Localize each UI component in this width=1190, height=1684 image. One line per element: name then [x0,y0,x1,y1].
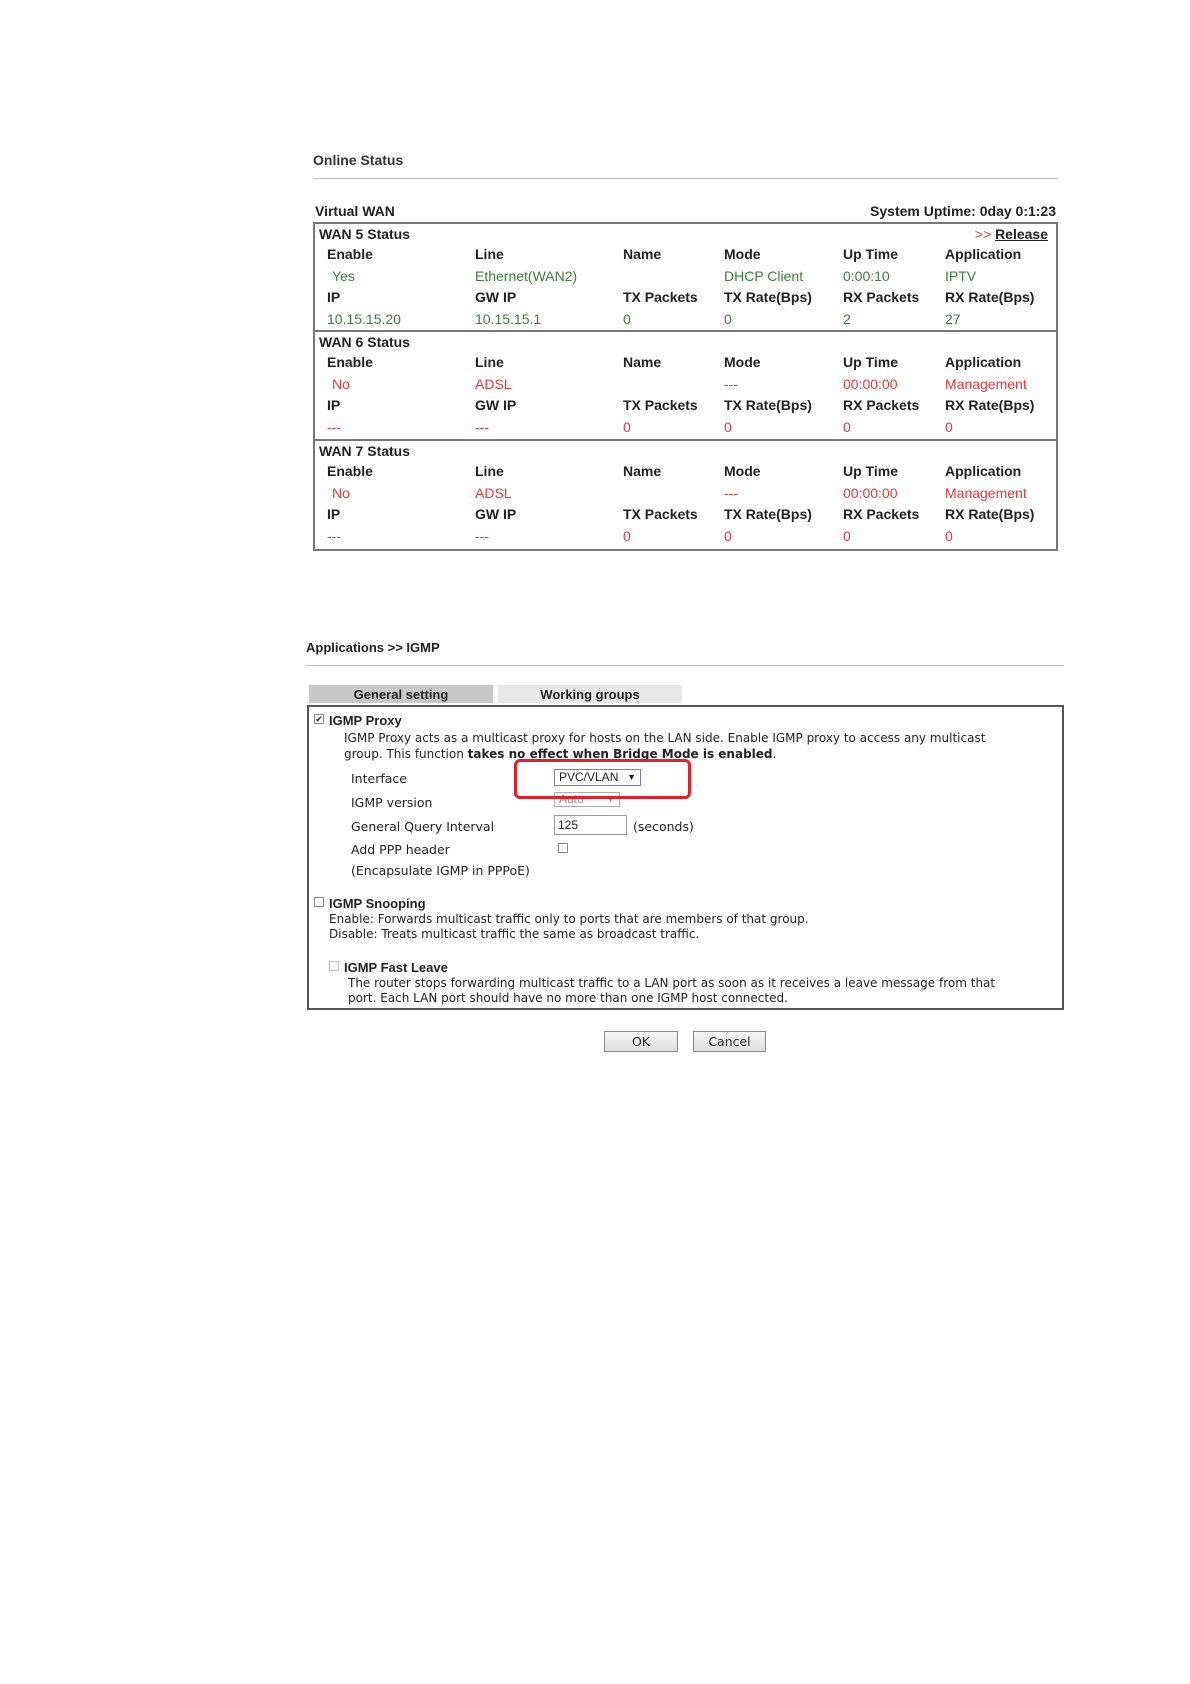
header-rx-packets: RX Packets [843,397,920,413]
header-gw-ip: GW IP [475,506,517,522]
wan-7-status-box [313,441,1058,551]
igmp-proxy-title: IGMP Proxy [329,713,402,728]
header-name: Name [623,246,662,262]
wan-7-enable: No [332,484,350,501]
query-interval-label: General Query Interval [351,819,495,834]
igmp-fast-leave-title: IGMP Fast Leave [344,960,448,975]
release-link-group [975,226,1048,242]
wan-7-tx-rate: 0 [724,527,732,544]
header-rx-rate: RX Rate(Bps) [945,289,1035,305]
wan-7-up-time: 00:00:00 [843,484,898,501]
add-ppp-header-label: Add PPP header [351,842,450,857]
header-mode: Mode [724,463,761,479]
header-up-time: Up Time [843,246,898,262]
header-tx-rate: TX Rate(Bps) [724,506,812,522]
online-status-divider [313,178,1058,179]
header-tx-rate: TX Rate(Bps) [724,397,812,413]
wan-6-rx-packets: 0 [843,418,851,435]
cancel-button[interactable]: Cancel [693,1031,766,1052]
igmp-fast-leave-line1: The router stops forwarding multicast traffic to a LAN port as soon as it receives a leave message from that [348,976,996,990]
wan-7-mode: --- [724,484,738,501]
igmp-divider [306,665,1064,666]
chevron-down-icon: ▼ [627,772,636,782]
header-gw-ip: GW IP [475,397,517,413]
wan-6-application: Management [945,375,1027,392]
header-name: Name [623,354,662,370]
wan-7-name [611,483,712,505]
header-mode: Mode [724,246,761,262]
wan-5-tx-rate: 0 [724,310,732,327]
header-enable: Enable [327,354,373,370]
igmp-settings-panel [307,705,1064,1010]
igmp-version-label: IGMP version [351,795,433,810]
wan-6-name [611,374,712,396]
header-rx-rate: RX Rate(Bps) [945,397,1035,413]
wan-5-rx-packets: 2 [843,310,851,327]
wan-6-grid [315,352,1056,438]
wan-6-mode: --- [724,375,738,392]
wan-6-gw-ip: --- [475,418,489,435]
header-line: Line [475,354,504,370]
header-rx-rate: RX Rate(Bps) [945,506,1035,522]
tab-general-setting[interactable]: General setting [309,685,493,703]
wan-7-title: WAN 7 Status [319,443,411,459]
wan-7-line: ADSL [475,484,512,501]
wan-7-tx-packets: 0 [623,527,631,544]
wan-6-enable: No [332,375,350,392]
header-name: Name [623,463,662,479]
query-interval-unit: (seconds) [633,819,694,834]
header-up-time: Up Time [843,463,898,479]
igmp-snooping-title: IGMP Snooping [329,896,426,911]
header-application: Application [945,354,1022,370]
igmp-proxy-desc-prefix: group. This function [344,747,468,761]
wan-5-up-time: 0:00:10 [843,267,890,284]
wan-6-title: WAN 6 Status [319,334,411,350]
release-link[interactable]: Release [995,226,1048,242]
header-gw-ip: GW IP [475,289,517,305]
wan-6-rx-rate: 0 [945,418,953,435]
header-line: Line [475,463,504,479]
wan-6-up-time: 00:00:00 [843,375,898,392]
header-rx-packets: RX Packets [843,506,920,522]
igmp-proxy-desc-line1: IGMP Proxy acts as a multicast proxy for hosts on the LAN side. Enable IGMP proxy to access any multicast [344,731,986,745]
wan-5-name [611,266,712,288]
header-mode: Mode [724,354,761,370]
wan-6-ip: --- [327,418,341,435]
igmp-snooping-line2: Disable: Treats multicast traffic the same as broadcast traffic. [329,927,700,941]
igmp-snooping-line1: Enable: Forwards multicast traffic only to ports that are members of that group. [329,912,809,926]
ppp-encapsulate-note: (Encapsulate IGMP in PPPoE) [351,863,530,878]
wan-5-grid [315,244,1056,330]
wan-6-line: ADSL [475,375,512,392]
header-line: Line [475,246,504,262]
wan-5-gw-ip: 10.15.15.1 [475,310,542,327]
add-ppp-header-checkbox[interactable] [558,843,568,853]
wan-7-rx-packets: 0 [843,527,851,544]
online-status-title: Online Status [313,152,404,168]
header-ip: IP [327,397,341,413]
header-tx-packets: TX Packets [623,289,698,305]
wan-5-ip: 10.15.15.20 [327,310,401,327]
wan-7-application: Management [945,484,1027,501]
header-application: Application [945,463,1022,479]
wan-5-title: WAN 5 Status [319,226,411,242]
interface-highlight-box [514,759,691,799]
wan-7-rx-rate: 0 [945,527,953,544]
wan-5-status-box [313,222,1058,332]
header-tx-packets: TX Packets [623,397,698,413]
wan-5-tx-packets: 0 [623,310,631,327]
wan-5-mode: DHCP Client [724,267,804,284]
breadcrumb: Applications >> IGMP [306,640,440,655]
wan-7-grid [315,461,1056,547]
wan-7-gw-ip: --- [475,527,489,544]
igmp-fast-leave-checkbox[interactable] [329,961,339,971]
wan-5-line: Ethernet(WAN2) [475,267,578,284]
header-tx-packets: TX Packets [623,506,698,522]
query-interval-input[interactable]: 125 [554,815,627,835]
wan-6-status-box [313,332,1058,441]
igmp-proxy-desc-bold: takes no effect when Bridge Mode is enabled [467,747,773,761]
header-tx-rate: TX Rate(Bps) [724,289,812,305]
header-enable: Enable [327,463,373,479]
igmp-proxy-checkbox[interactable]: ✔ [315,714,323,724]
wan-5-enable: Yes [332,267,355,284]
wan-6-tx-packets: 0 [623,418,631,435]
igmp-version-value: Auto [559,792,584,806]
header-up-time: Up Time [843,354,898,370]
interface-select-value: PVC/VLAN [559,770,619,784]
header-application: Application [945,246,1022,262]
wan-5-application: IPTV [945,267,977,284]
chevron-down-icon: ▼ [606,794,615,804]
ok-button[interactable]: OK [604,1031,678,1052]
header-enable: Enable [327,246,373,262]
tab-working-groups[interactable]: Working groups [498,685,682,703]
igmp-fast-leave-line2: port. Each LAN port should have no more than one IGMP host connected. [348,991,788,1005]
igmp-snooping-checkbox[interactable] [314,897,324,907]
virtual-wan-label: Virtual WAN [315,203,395,219]
header-rx-packets: RX Packets [843,289,920,305]
wan-5-rx-rate: 27 [945,310,961,327]
release-arrow-icon: >> [974,226,992,242]
igmp-proxy-desc-suffix: . [772,747,777,761]
interface-label: Interface [351,771,407,786]
wan-6-tx-rate: 0 [724,418,732,435]
header-ip: IP [327,289,341,305]
wan-7-ip: --- [327,527,341,544]
header-ip: IP [327,506,341,522]
system-uptime: System Uptime: 0day 0:1:23 [870,203,1056,219]
